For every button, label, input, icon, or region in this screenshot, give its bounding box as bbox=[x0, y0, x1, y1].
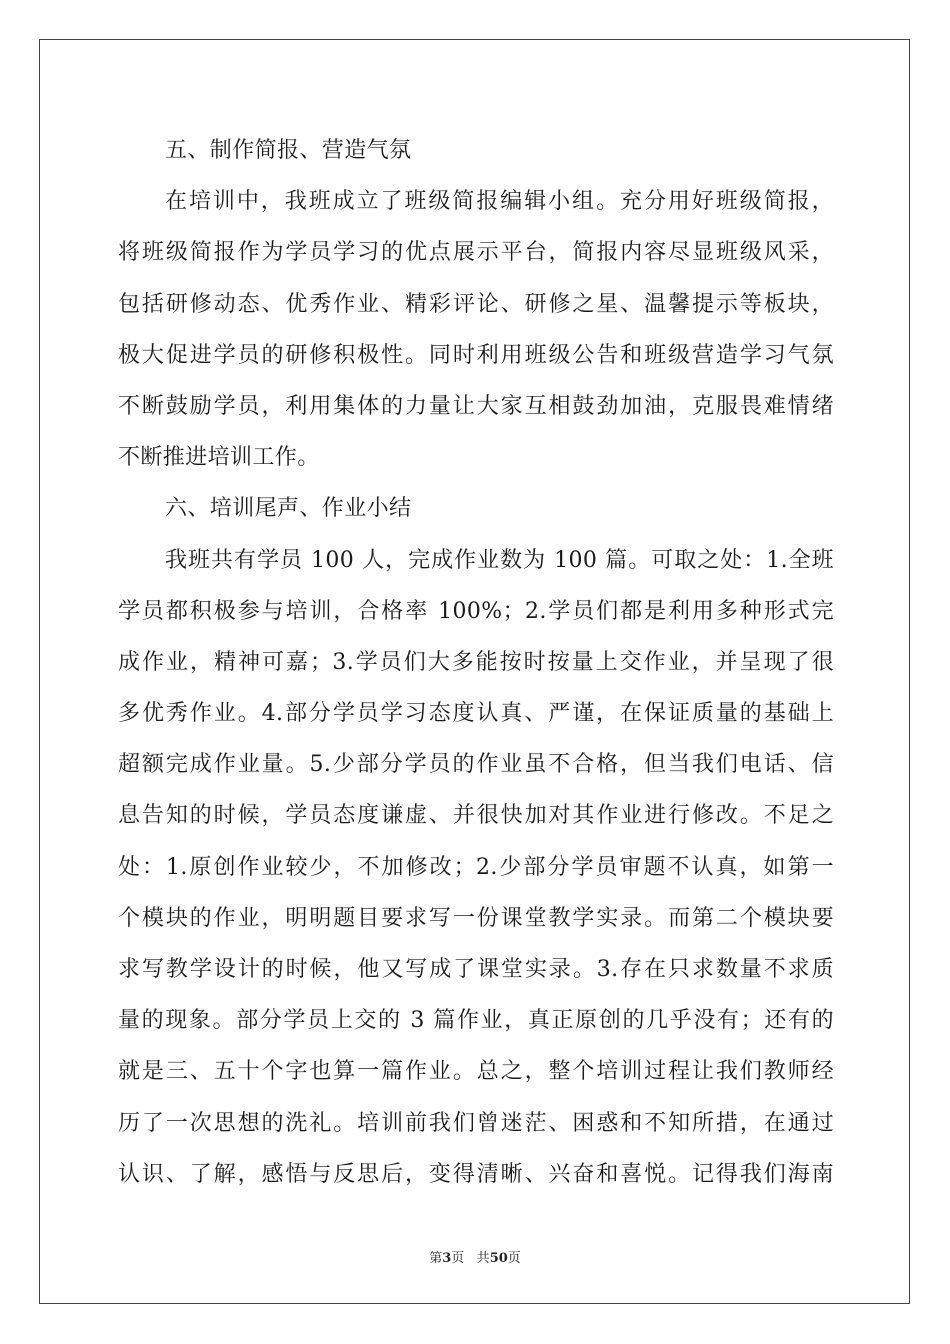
text-line: 包括研修动态、优秀作业、精彩评论、研修之星、温馨提示等板块， bbox=[118, 291, 834, 317]
footer-current-page: 3 bbox=[442, 1251, 452, 1266]
text-line: 将班级简报作为学员学习的优点展示平台，简报内容尽显班级风采， bbox=[118, 240, 834, 266]
text-line: 量的现象。部分学员上交的 3 篇作业，真正原创的几乎没有；还有的 bbox=[118, 1008, 834, 1034]
text-line: 认识、了解，感悟与反思后，变得清晰、兴奋和喜悦。记得我们海南 bbox=[118, 1161, 834, 1187]
text-line: 息告知的时候，学员态度谦虚、并很快加对其作业进行修改。不足之 bbox=[118, 803, 834, 829]
text-line: 在培训中，我班成立了班级简报编辑小组。充分用好班级简报， bbox=[165, 189, 834, 215]
text-line: 不断推进培训工作。 bbox=[118, 445, 320, 471]
footer-total-pages: 50 bbox=[489, 1251, 508, 1266]
text-line: 我班共有学员 100 人，完成作业数为 100 篇。可取之处：1.全班 bbox=[165, 547, 834, 573]
text-line: 历了一次思想的洗礼。培训前我们曾迷茫、困惑和不知所措，在通过 bbox=[118, 1110, 834, 1136]
footer-total-suffix: 页 bbox=[507, 1251, 521, 1266]
text-line: 学员都积极参与培训，合格率 100%；2.学员们都是利用多种形式完 bbox=[118, 598, 834, 624]
text-line: 不断鼓励学员，利用集体的力量让大家互相鼓劲加油，克服畏难情绪 bbox=[118, 393, 834, 419]
text-line: 超额完成作业量。5.少部分学员的作业虽不合格，但当我们电话、信 bbox=[118, 752, 834, 778]
footer-page-word: 页 bbox=[451, 1251, 465, 1266]
text-line: 五、制作简报、营造气氛 bbox=[165, 138, 412, 163]
text-line: 处：1.原创作业较少，不加修改；2.少部分学员审题不认真，如第一 bbox=[118, 854, 834, 880]
text-line: 求写教学设计的时候，他又写成了课堂实录。3.存在只求数量不求质 bbox=[118, 957, 834, 982]
footer-total-prefix: 共 bbox=[476, 1251, 490, 1266]
text-line: 多优秀作业。4.部分学员学习态度认真、严谨，在保证质量的基础上 bbox=[118, 701, 834, 727]
text-line: 个模块的作业，明明题目要求写一份课堂教学实录。而第二个模块要 bbox=[118, 905, 834, 931]
text-line: 极大促进学员的研修积极性。同时利用班级公告和班级营造学习气氛 bbox=[118, 342, 834, 368]
text-line: 成作业，精神可嘉；3.学员们大多能按时按量上交作业，并呈现了很 bbox=[118, 649, 834, 675]
text-line: 就是三、五十个字也算一篇作业。总之，整个培训过程让我们教师经 bbox=[118, 1059, 834, 1085]
text-line: 六、培训尾声、作业小结 bbox=[165, 496, 412, 522]
footer-prefix: 第 bbox=[429, 1251, 443, 1266]
footer-separator bbox=[464, 1251, 476, 1266]
document-body bbox=[118, 125, 834, 1200]
page-footer bbox=[0, 1247, 950, 1266]
